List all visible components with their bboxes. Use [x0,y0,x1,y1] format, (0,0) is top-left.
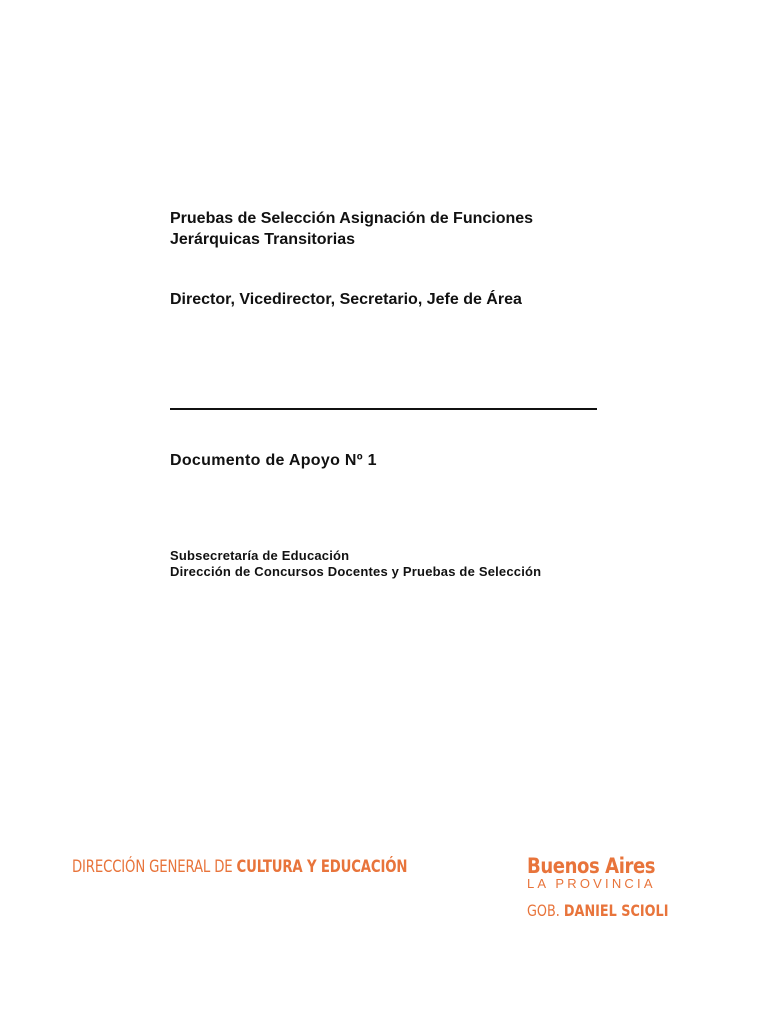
support-document-title: Documento de Apoyo Nº 1 [170,452,377,469]
direccion-label: Dirección de Concursos Docentes y Pruebas de Selección [170,564,542,579]
governor-label [527,901,669,921]
subsecretaria-label: Subsecretaría de Educación [170,548,350,563]
issuing-organization [170,548,541,580]
buenos-aires-logo [527,855,667,921]
la-provincia-label: LA PROVINCIA [527,876,656,891]
governor-name: DANIEL SCIOLI [563,901,669,920]
divider-line [170,408,597,410]
direccion-general-logo [72,856,407,878]
title-line-1: Pruebas de Selección Asignación de Funciones [170,210,534,227]
buenos-aires-name: Buenos Aires [527,854,656,878]
gov-prefix: GOB. [527,901,564,920]
logo-left-strong: CULTURA Y EDUCACIÓN [236,857,408,877]
title-line-2: Jerárquicas Transitorias [170,231,355,248]
document-title [170,208,650,250]
logo-left-prefix: DIRECCIÓN GENERAL DE [72,857,237,877]
roles-heading: Director, Vicedirector, Secretario, Jefe de Área [170,291,522,308]
